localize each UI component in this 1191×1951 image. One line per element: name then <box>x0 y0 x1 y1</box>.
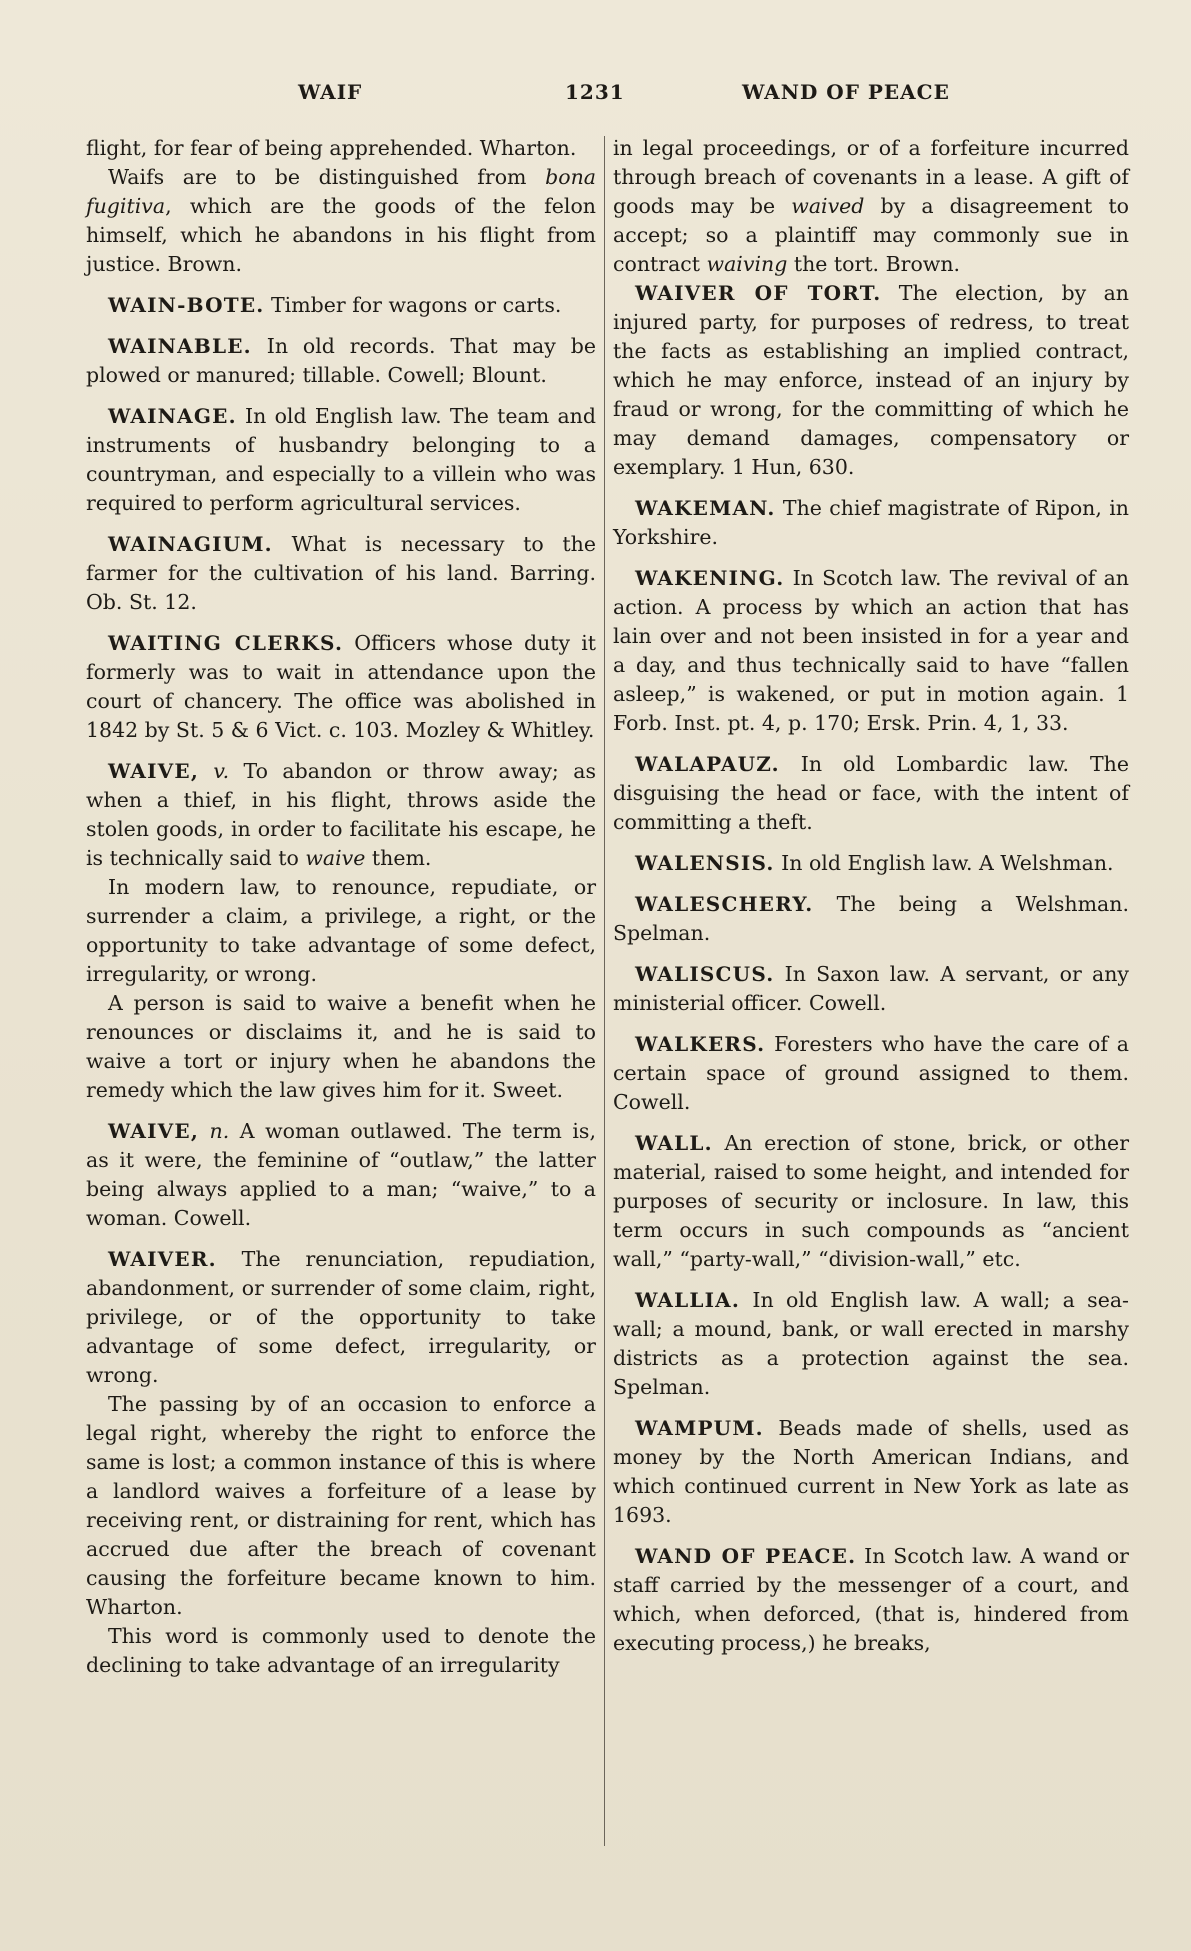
running-head-right: WAND OF PEACE <box>742 80 950 104</box>
entry-waiting-clerks <box>86 629 596 745</box>
entry-walapauz <box>613 750 1129 837</box>
part-of-speech: n. <box>209 1119 230 1143</box>
left-column <box>86 134 596 1692</box>
entry-paragraph: A person is said to waive a benefit when he renounces or disclaims it, and he is said to waive a tort or injury when he abandons the remedy which the law gives him for it. Sweet. <box>86 991 596 1102</box>
headword: WALLIA. <box>635 1288 741 1312</box>
entry-paragraph: In modern law, to renounce, repudiate, or surrender a claim, a privilege, a right, or the opportunity to take advantage of some defect, irregularity, or wrong. <box>86 875 596 986</box>
entry-paragraph: This word is commonly used to denote the declining to take advantage of an irregularity <box>86 1624 596 1677</box>
headword: WALKERS. <box>635 1032 766 1056</box>
headword: WAIN-BOTE. <box>108 293 265 317</box>
page-number: 1231 <box>565 80 625 104</box>
headword: WAND OF PEACE. <box>635 1544 857 1568</box>
headword: WAINAGE. <box>108 404 237 428</box>
entry-paragraph: The passing by of an occasion to enforce a legal right, whereby the right to enforce the same is lost; a common instance of this is where a landlord waives a forfeiture of a lease by receiving rent, or distraining for rent, which has accrued due after the breach of covenant causing the forfeiture became known to him. Wharton. <box>86 1392 596 1619</box>
headword: WAITING CLERKS. <box>108 631 344 655</box>
headword: WAIVER OF TORT. <box>635 281 882 305</box>
right-column <box>613 134 1129 1670</box>
column-divider <box>604 136 605 1846</box>
entry-definition: WAIVER OF TORT. The election, by an injured party, for purposes of redress, to treat the facts as establishing an implied contract, which he may enforce, instead of an injury by fraud or wrong, for the committing of which he may demand damages, compensatory or exemplary. 1 Hun, 630. <box>613 281 1130 479</box>
entry-wakeman <box>613 494 1129 552</box>
italic-term: waived <box>791 194 865 218</box>
entry-waliscus <box>613 960 1129 1018</box>
running-head <box>0 80 1191 110</box>
entry-definition: WALESCHERY. The being a Welshman. Spelman. <box>613 892 1129 945</box>
italic-term: waiving <box>706 252 788 276</box>
headword: WAKENING. <box>635 566 785 590</box>
entry-wainagium <box>86 530 596 617</box>
entry-wallia <box>613 1286 1129 1402</box>
entry-definition: WAMPUM. Beads made of shells, used as money by the North American Indians, and which continued current in New York as late as 1693. <box>613 1416 1129 1527</box>
entry-definition: WALL. An erection of stone, brick, or other material, raised to some height, and intended for purposes of security or inclosure. In law, this term occurs in such compounds as “ancient wall,” “party-wall,” “division-wall,” etc. <box>613 1131 1129 1271</box>
entry-wainable <box>86 332 596 390</box>
entry-definition: WAITING CLERKS. Officers whose duty it formerly was to wait in attendance upon the court of chancery. The office was abolished in 1842 by St. 5 & 6 Vict. c. 103. Mozley & Whitley. <box>86 631 596 742</box>
entry-wainage <box>86 402 596 518</box>
headword: WALENSIS. <box>635 851 775 875</box>
entry-definition: WAIVE, v. To abandon or throw away; as when a thief, in his flight, throws aside the stolen goods, in order to facilitate his escape, he is technically said to waive them. <box>86 759 596 870</box>
headword: WAMPUM. <box>635 1416 764 1440</box>
entry-definition: WALKERS. Foresters who have the care of a certain space of ground assigned to them. Cowell. <box>613 1032 1129 1114</box>
headword: WALESCHERY. <box>635 892 814 916</box>
headword: WAKEMAN. <box>635 496 776 520</box>
headword: WALISCUS. <box>635 962 775 986</box>
headword: WAIVE, <box>108 1119 199 1143</box>
entry-waive-n <box>86 1117 596 1233</box>
headword: WAIVE, <box>108 759 199 783</box>
entry-definition: WAIN-BOTE. Timber for wagons or carts. <box>108 293 562 317</box>
entry-wall <box>613 1129 1129 1274</box>
entry-definition: WALISCUS. In Saxon law. A servant, or any ministerial officer. Cowell. <box>613 962 1129 1015</box>
italic-term: bona fugitiva <box>86 165 596 218</box>
entry-definition: WAINABLE. In old records. That may be plowed or manured; tillable. Cowell; Blount. <box>86 334 596 387</box>
entry-walensis <box>613 849 1129 878</box>
entry-waive-v <box>86 757 596 1105</box>
entry-waleschery <box>613 890 1129 948</box>
headword: WALL. <box>635 1131 713 1155</box>
headword: WALAPAUZ. <box>635 752 780 776</box>
entry-definition: WAKENING. In Scotch law. The revival of an action. A process by which an action that has lain over and not been insisted in for a year and a day, and thus technically said to have “fallen asleep,” is wakened, or put in motion again. 1 Forb. Inst. pt. 4, p. 170; Ersk. Prin. 4, 1, 33. <box>613 566 1129 735</box>
entry-waiver-of-tort <box>613 279 1129 482</box>
entry-definition: WAIVE, n. A woman outlawed. The term is, as it were, the feminine of “outlaw,” the latter being always applied to a man; “waive,” to a woman. Cowell. <box>86 1119 596 1230</box>
headword: WAIVER. <box>108 1247 217 1271</box>
entry-definition: WALLIA. In old English law. A wall; a sea-wall; a mound, bank, or wall erected in marshy districts as a protection against the sea. Spelman. <box>613 1288 1129 1399</box>
entry-waif-cont <box>86 163 596 279</box>
entry-walkers <box>613 1030 1129 1117</box>
entry-wampum <box>613 1414 1129 1530</box>
entry-definition: WALAPAUZ. In old Lombardic law. The disguising the head or face, with the intent of committing a theft. <box>613 752 1129 834</box>
headword: WAINAGIUM. <box>108 532 273 556</box>
headword: WAINABLE. <box>108 334 252 358</box>
entry-wain-bote <box>86 291 596 320</box>
entry-definition: WAIVER. The renunciation, repudiation, abandonment, or surrender of some claim, right, privilege, or of the opportunity to take advantage of some defect, irregularity, or wrong. <box>86 1247 596 1387</box>
entry-definition: Waifs are to be distinguished from bona fugitiva, which are the goods of the felon himself, which he abandons in his flight from justice. Brown. <box>86 165 596 276</box>
continuation-text: flight, for fear of being apprehended. Wharton. <box>86 136 577 160</box>
entry-definition: WAKEMAN. The chief magistrate of Ripon, in Yorkshire. <box>613 496 1129 549</box>
entry-waiver <box>86 1245 596 1680</box>
entry-wakening <box>613 564 1129 738</box>
entry-definition: WAND OF PEACE. In Scotch law. A wand or staff carried by the messenger of a court, and which, when deforced, (that is, hindered from executing process,) he breaks, <box>613 1544 1129 1655</box>
entry-definition: WAINAGE. In old English law. The team and instruments of husbandry belonging to a countryman, and especially to a villein who was required to perform agricultural services. <box>86 404 596 515</box>
continuation-text: in legal proceedings, or of a forfeiture incurred through breach of covenants in a lease. A gift of goods may be waived by a disagreement to accept; so a plaintiff may commonly sue in contract waiving the tort. Brown. <box>613 136 1129 276</box>
entry-wand-of-peace <box>613 1542 1129 1658</box>
running-head-left: WAIF <box>298 80 363 104</box>
italic-term: waive <box>305 846 366 870</box>
entry-definition: WAINAGIUM. What is necessary to the farmer for the cultivation of his land. Barring. Ob. St. 12. <box>86 532 596 614</box>
entry-definition: WALENSIS. In old English law. A Welshman. <box>635 851 1114 875</box>
part-of-speech: v. <box>213 759 230 783</box>
